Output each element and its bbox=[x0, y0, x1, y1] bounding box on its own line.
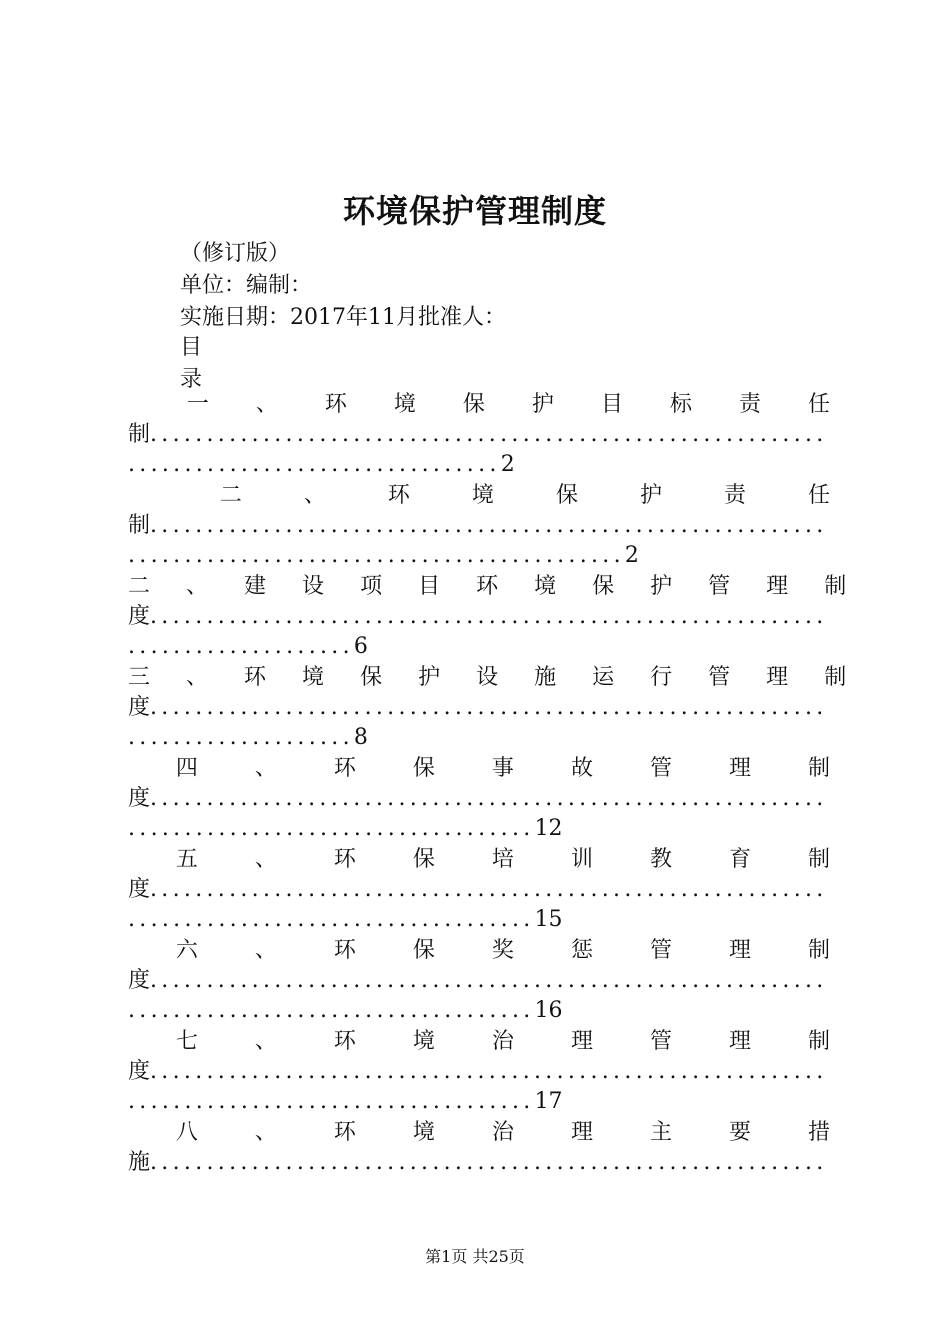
toc-entry-heading: 二 、 环 境 保 护 责 任 bbox=[219, 483, 830, 508]
toc-entry bbox=[128, 1118, 830, 1178]
toc-entry bbox=[128, 481, 830, 572]
toc-entry-leader: 度............................................................ bbox=[128, 695, 828, 720]
toc-entry-leader: 度............................................................ bbox=[128, 604, 828, 629]
toc-entry-page-line: ....................................15 bbox=[128, 907, 563, 932]
toc-entry bbox=[128, 390, 830, 481]
toc-entry bbox=[128, 572, 847, 663]
toc-entry-heading: 二 、 建 设 项 目 环 境 保 护 管 理 制 bbox=[128, 574, 847, 599]
toc-entry bbox=[128, 663, 847, 754]
toc-entry-heading: 四 、 环 保 事 故 管 理 制 bbox=[175, 756, 830, 781]
toc-entry-page-line: ....................8 bbox=[128, 725, 368, 750]
document-title: 环境保护管理制度 bbox=[342, 192, 607, 230]
toc-entry-heading: 一 、 环 境 保 护 目 标 责 任 bbox=[186, 392, 830, 417]
toc-page-number: 2 bbox=[624, 543, 639, 568]
toc-entry-page-line: ....................................16 bbox=[128, 998, 563, 1023]
toc-page-number: 8 bbox=[353, 725, 368, 750]
toc-entry-page-line: ....................................12 bbox=[128, 816, 563, 841]
toc-entry-heading: 八 、 环 境 治 理 主 要 措 bbox=[175, 1120, 830, 1145]
toc-entry bbox=[128, 845, 830, 936]
unit-line: 单位：编制： bbox=[180, 273, 313, 298]
toc-entry-leader: 制............................................................ bbox=[128, 513, 828, 538]
toc-entry bbox=[128, 754, 830, 845]
toc-page-number: 6 bbox=[353, 634, 368, 659]
table-of-contents bbox=[128, 390, 847, 1178]
toc-entry-page-line: ....................6 bbox=[128, 634, 368, 659]
toc-entry-leader: 度............................................................ bbox=[128, 877, 828, 902]
toc-entry-leader: 度............................................................ bbox=[128, 786, 828, 811]
toc-page-number: 17 bbox=[534, 1089, 563, 1114]
toc-label-mu: 目 bbox=[180, 335, 203, 360]
toc-entry-leader: 施............................................................ bbox=[128, 1150, 828, 1175]
toc-entry-leader: 度............................................................ bbox=[128, 968, 828, 993]
toc-label-lu: 录 bbox=[180, 367, 203, 392]
toc-page-number: 15 bbox=[534, 907, 563, 932]
toc-entry bbox=[128, 936, 830, 1027]
toc-entry-heading: 六 、 环 保 奖 惩 管 理 制 bbox=[175, 938, 830, 963]
version-label: （修订版） bbox=[180, 241, 291, 266]
toc-entry-heading: 三 、 环 境 保 护 设 施 运 行 管 理 制 bbox=[128, 665, 847, 690]
toc-page-number: 2 bbox=[500, 452, 515, 477]
toc-entry-page-line: ....................................17 bbox=[128, 1089, 563, 1114]
toc-entry bbox=[128, 1027, 830, 1118]
toc-entry-leader: 度............................................................ bbox=[128, 1059, 828, 1084]
toc-entry-leader: 制............................................................ bbox=[128, 422, 828, 447]
toc-page-number: 12 bbox=[534, 816, 563, 841]
toc-entry-page-line: .................................2 bbox=[128, 452, 515, 477]
toc-entry-heading: 七 、 环 境 治 理 管 理 制 bbox=[175, 1029, 830, 1054]
page-footer: 第1页 共25页 bbox=[425, 1247, 525, 1266]
toc-page-number: 16 bbox=[534, 998, 563, 1023]
date-line: 实施日期：2017年11月批准人： bbox=[180, 305, 506, 330]
toc-entry-page-line: ............................................2 bbox=[128, 543, 639, 568]
toc-entry-heading: 五 、 环 保 培 训 教 育 制 bbox=[175, 847, 830, 872]
